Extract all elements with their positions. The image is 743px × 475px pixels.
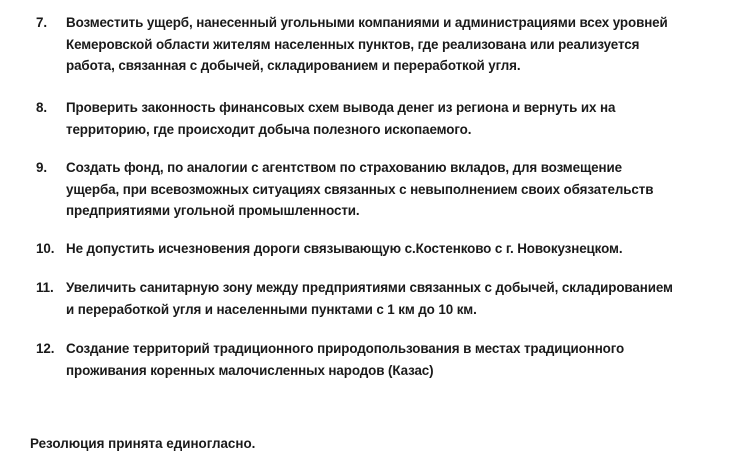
list-item-number: 7. [36,15,47,30]
resolution-statement: Резолюция принята единогласно. [30,436,256,451]
list-item [36,157,726,222]
list-item-text: Проверить законность финансовых схем вывода денег из региона и вернуть их на территорию, где происходит добыча полезного ископаемого. [66,100,616,137]
list-item [36,338,726,381]
list-item-text: Возместить ущерб, нанесенный угольными компаниями и администрациями всех уровней Кемеровской области жителям населенных пунктов, где реализована или реализуется работа, связанная с добычей, складированием и переработкой угля. [66,15,668,73]
list-item-number: 10. [36,241,55,256]
list-item [36,277,726,320]
list-item-text: Не допустить исчезновения дороги связывающую с.Костенково с г. Новокузнецком. [66,241,623,256]
list-item-text: Увеличить санитарную зону между предприятиями связанных с добычей, складированием и переработкой угля и населенными пунктами с 1 км до 10 км. [66,280,673,317]
list-item-text: Создать фонд, по аналогии с агентством по страхованию вкладов, для возмещение ущерба, при всевозможных ситуациях связанных с невыполнением своих обязательств предприятиями угольной промышленности. [66,160,654,218]
list-item-text: Создание территорий традиционного природопользования в местах традиционного проживания коренных малочисленных народов (Казас) [66,341,625,378]
list-item [36,238,726,260]
list-item-number: 11. [36,280,54,295]
list-item-number: 8. [36,100,47,115]
list-item-number: 9. [36,160,47,175]
list-item [36,97,726,140]
list-item-number: 12. [36,341,55,356]
list-item [36,12,726,77]
